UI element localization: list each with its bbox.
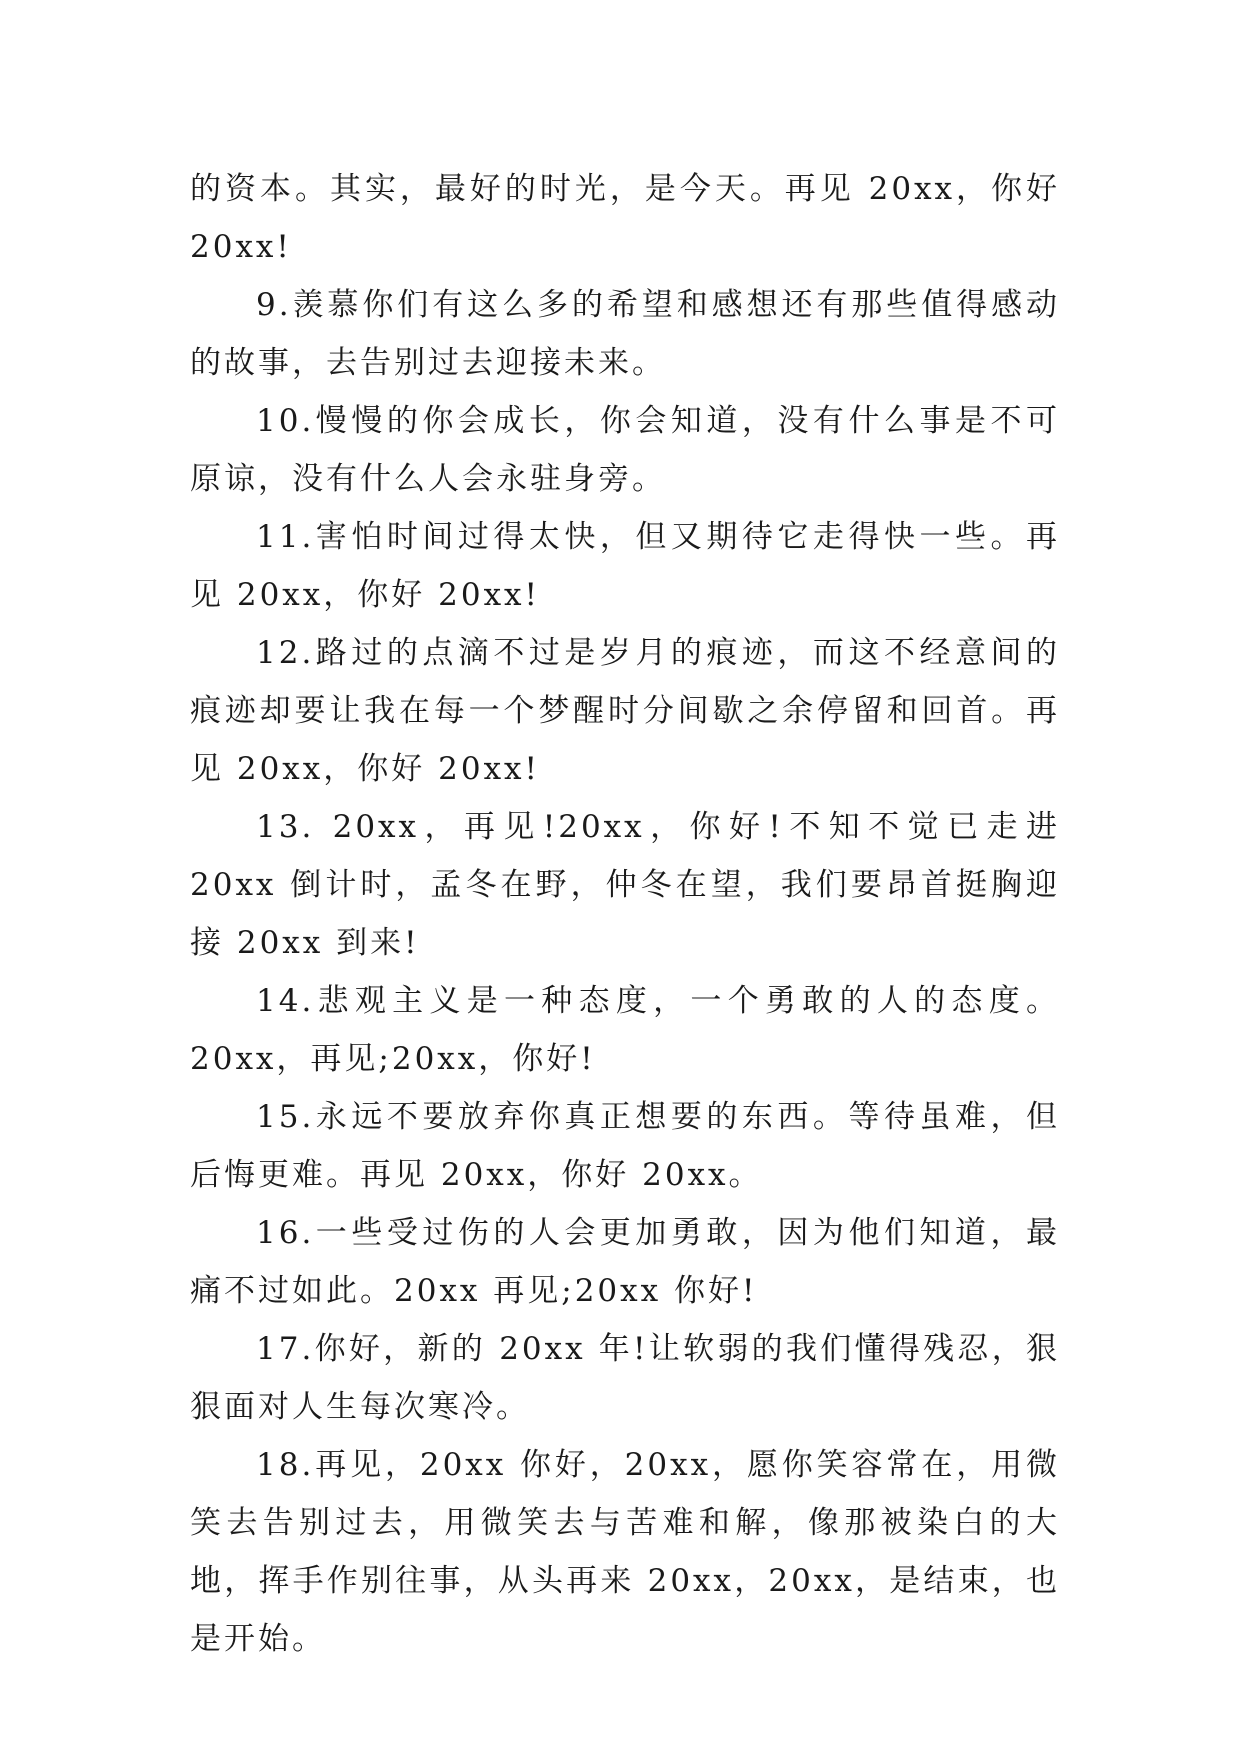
paragraph-18: 18.再见，20xx 你好，20xx，愿你笑容常在，用微笑去告别过去，用微笑去与苦难和解，像那被染白的大地，挥手作别往事，从头再来 20xx，20xx，是结束，也是开始。 [190,1447,1060,1657]
paragraph-15: 15.永远不要放弃你真正想要的东西。等待虽难，但后悔更难。再见 20xx，你好 20xx。 [190,1099,1060,1193]
paragraph-11: 11.害怕时间过得太快，但又期待它走得快一些。再见 20xx，你好 20xx! [190,519,1060,613]
paragraph-9: 9.羡慕你们有这么多的希望和感想还有那些值得感动的故事，去告别过去迎接未来。 [190,287,1060,381]
paragraph-14: 14.悲观主义是一种态度，一个勇敢的人的态度。20xx，再见;20xx，你好! [190,983,1060,1077]
paragraph-13: 13. 20xx，再见!20xx，你好!不知不觉已走进 20xx 倒计时，孟冬在野，仲冬在望，我们要昂首挺胸迎接 20xx 到来! [190,809,1060,961]
paragraph-12: 12.路过的点滴不过是岁月的痕迹，而这不经意间的痕迹却要让我在每一个梦醒时分间歇之余停留和回首。再见 20xx，你好 20xx! [190,635,1060,787]
document-body [190,160,1060,1668]
paragraph-17: 17.你好，新的 20xx 年!让软弱的我们懂得残忍，狠狠面对人生每次寒冷。 [190,1331,1060,1425]
paragraph-continuation: 的资本。其实，最好的时光，是今天。再见 20xx，你好 20xx! [190,171,1060,265]
paragraph-16: 16.一些受过伤的人会更加勇敢，因为他们知道，最痛不过如此。20xx 再见;20xx 你好! [190,1215,1060,1309]
paragraph-10: 10.慢慢的你会成长，你会知道，没有什么事是不可原谅，没有什么人会永驻身旁。 [190,403,1060,497]
